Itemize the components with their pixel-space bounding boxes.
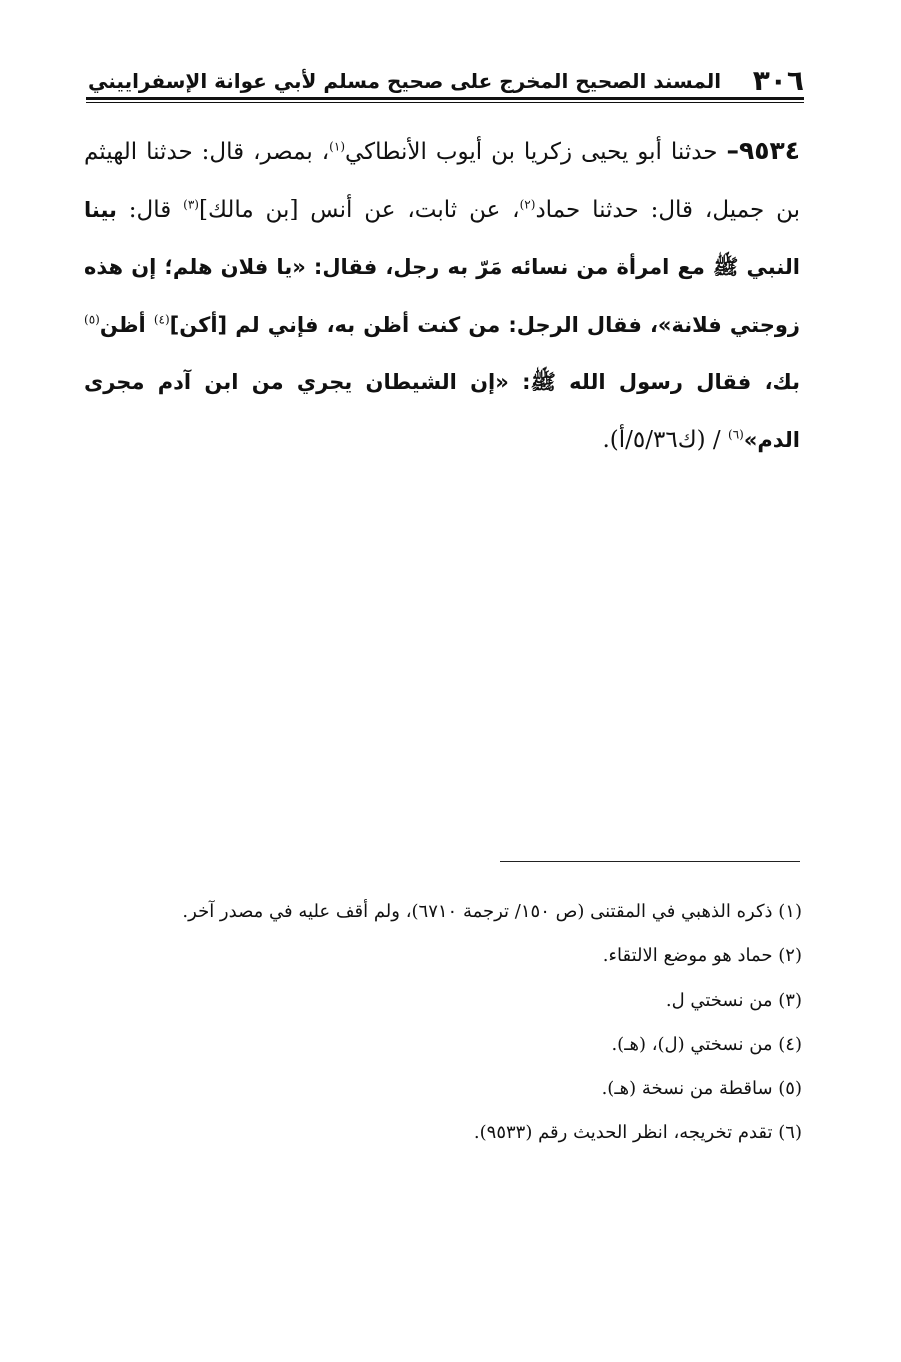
page-header <box>88 62 804 96</box>
matn-part-1: بينا النبي ﷺ مع امرأة من نسائه مَرّ به رجل، فقال: <box>84 197 800 279</box>
matn-part-2: ، فقال الرجل: من كنت أظن به، فإني لم [أكن] <box>169 312 658 337</box>
page-number: ٣٠٦ <box>752 64 804 97</box>
chain-part-4: قال: <box>116 196 184 223</box>
chain-part-1: حدثنا أبو يحيى زكريا بن أيوب الأنطاكي <box>345 139 727 165</box>
header-rule-thin <box>86 102 804 103</box>
quote-2: «إن الشيطان يجري من ابن آدم مجرى الدم» <box>84 370 800 452</box>
footnote-1: (١) ذكره الذهبي في المقتنى (ص ١٥٠/ ترجمة ٦٧١٠)، ولم أقف عليه في مصدر آخر. <box>182 901 802 922</box>
footnote-ref-3: (٣) <box>183 196 199 211</box>
chain-part-3: ، عن ثابت، عن أنس [بن مالك] <box>198 196 520 223</box>
footnote-5: (٥) ساقطة من نسخة (هـ). <box>601 1078 802 1100</box>
hadith-dash: – <box>726 136 739 165</box>
footnote-ref-4: (٤) <box>153 311 170 326</box>
hadith-number: ٩٥٣٤ <box>738 136 800 165</box>
quote-1: «يا فلان هلم؛ إن هذه زوجتي فلانة» <box>84 255 800 337</box>
running-title: المسند الصحيح المخرج على صحيح مسلم لأبي عوانة الإسفراييني <box>88 69 722 93</box>
manuscript-ref: / (ك٥/٣٦/أ). <box>602 426 728 453</box>
footnotes <box>90 890 802 1156</box>
matn-part-4: بك، فقال رسول الله ﷺ: <box>508 370 800 394</box>
footnote-separator <box>500 861 800 862</box>
chain-part-2: ، بمصر، قال: حدثنا الهيثم بن جميل، قال: حدثنا حماد <box>84 139 801 223</box>
matn-part-3: أظن <box>99 312 154 337</box>
footnote-3: (٣) من نسختي ل. <box>665 989 802 1011</box>
footnote-ref-6: (٦) <box>728 426 744 441</box>
footnote-2: (٢) حماد هو موضع الالتقاء. <box>602 945 802 967</box>
footnote-ref-2: (٢) <box>519 196 536 211</box>
footnote-6: (٦) تقدم تخريجه، انظر الحديث رقم (٩٥٣٣). <box>473 1122 802 1144</box>
header-rule-thick <box>86 97 804 100</box>
footnote-ref-5: (٥) <box>84 311 100 326</box>
hadith-text <box>84 122 800 469</box>
footnote-4: (٤) من نسختي (ل)، (هـ). <box>611 1033 802 1055</box>
footnote-ref-1: (١) <box>329 139 345 154</box>
